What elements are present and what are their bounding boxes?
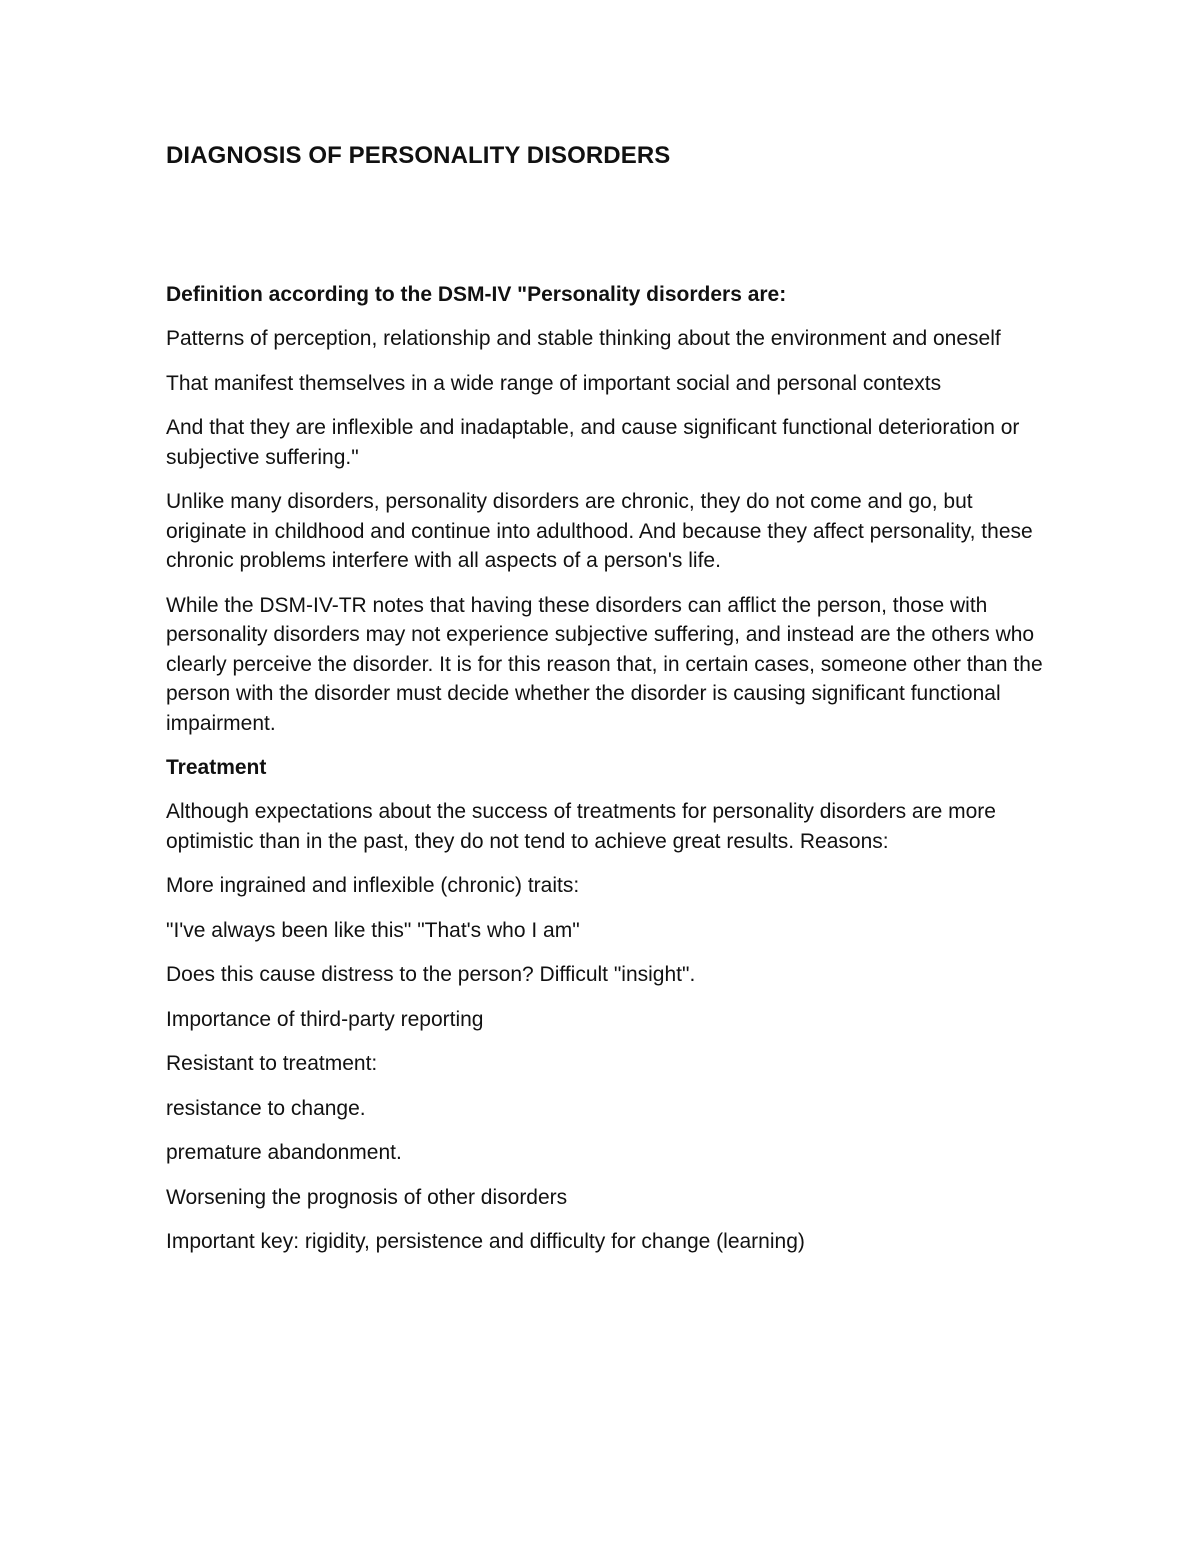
spacer [166,354,1046,369]
definition-paragraph: Unlike many disorders, personality disorders are chronic, they do not come and go, but originate in childhood and continue into adulthood. And because they affect personality, these chronic problems interfere with all aspects of a person's life. [166,490,1033,572]
definition-paragraph: That manifest themselves in a wide range of important social and personal contexts [166,371,942,395]
definition-paragraph: And that they are inflexible and inadaptable, and cause significant functional deterioration or subjective suffering." [166,416,1020,469]
document-content [166,141,1046,1257]
spacer [166,576,1046,591]
treatment-paragraph: "I've always been like this" "That's who I am" [166,918,580,942]
treatment-paragraph: resistance to change. [166,1096,366,1120]
spacer [166,945,1046,960]
spacer [166,901,1046,916]
definition-paragraph: While the DSM-IV-TR notes that having these disorders can afflict the person, those with personality disorders may not experience subjective suffering, and instead are the others who clearly perceive the disorder. It is for this reason that, in certain cases, someone other than the person with the disorder must decide whether the disorder is causing significant functional impairment. [166,593,1043,735]
document-title: DIAGNOSIS OF PERSONALITY DISORDERS [166,142,671,169]
treatment-paragraph: Although expectations about the success of treatments for personality disorders are more optimistic than in the past, they do not tend to achieve great results. Reasons: [166,800,996,853]
spacer [166,990,1046,1005]
spacer [166,856,1046,871]
treatment-paragraph: Resistant to treatment: [166,1052,378,1075]
spacer [166,738,1046,753]
spacer [166,170,1046,280]
treatment-paragraph: premature abandonment. [166,1141,402,1164]
spacer [166,398,1046,413]
spacer [166,1079,1046,1094]
spacer [166,1123,1046,1138]
treatment-paragraph: More ingrained and inflexible (chronic) traits: [166,874,580,897]
treatment-paragraph: Important key: rigidity, persistence and difficulty for change (learning) [166,1230,805,1253]
spacer [166,1034,1046,1049]
treatment-paragraph: Importance of third-party reporting [166,1007,484,1031]
spacer [166,1168,1046,1183]
treatment-paragraph: Does this cause distress to the person? Difficult "insight". [166,963,696,986]
spacer [166,1212,1046,1227]
treatment-paragraph: Worsening the prognosis of other disorders [166,1185,568,1209]
definition-paragraph: Patterns of perception, relationship and stable thinking about the environment and oneself [166,327,1001,350]
spacer [166,472,1046,487]
treatment-heading: Treatment [166,756,267,779]
spacer [166,782,1046,797]
definition-heading: Definition according to the DSM-IV "Personality disorders are: [166,283,787,306]
